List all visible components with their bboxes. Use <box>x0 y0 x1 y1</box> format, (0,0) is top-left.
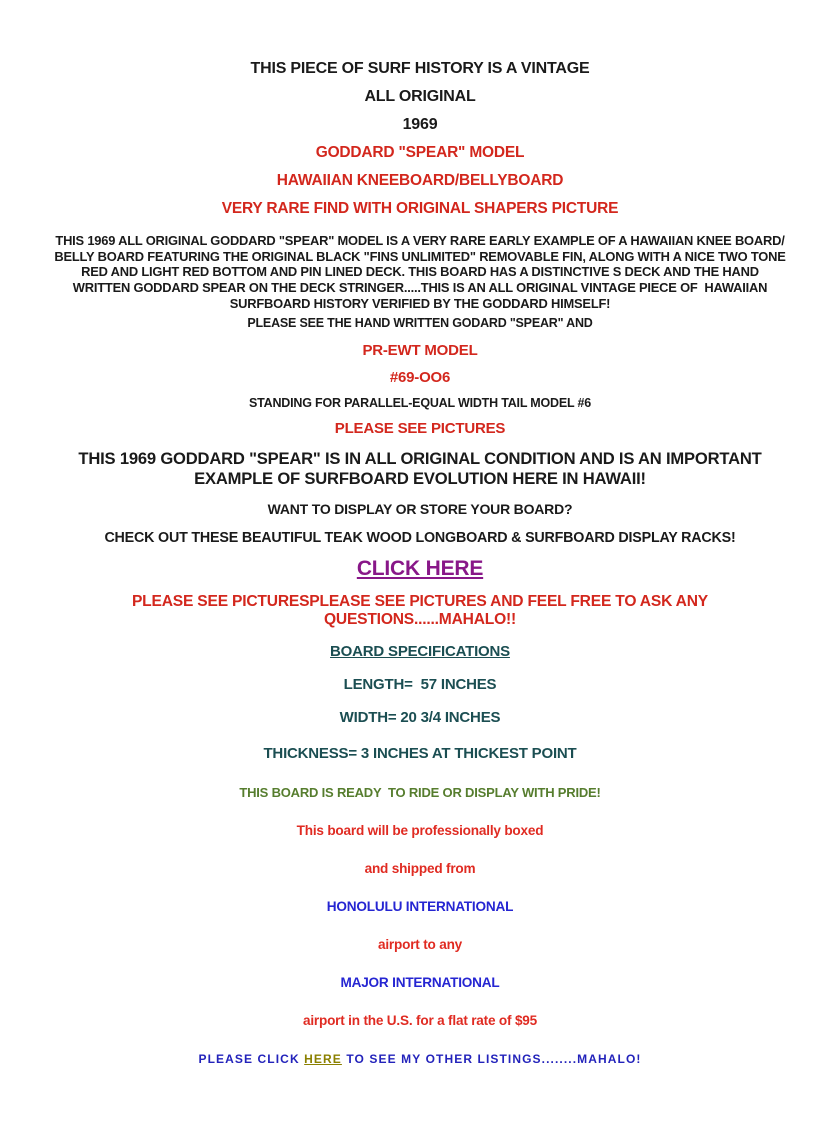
other-listings-suffix: TO SEE MY OTHER LISTINGS........MAHALO! <box>341 1052 642 1067</box>
shipping-from: and shipped from <box>364 861 476 877</box>
spec-width: WIDTH= 20 3/4 INCHES <box>339 709 501 727</box>
spec-thickness: THICKNESS= 3 INCHES AT THICKEST POINT <box>263 745 577 763</box>
headline-rare-find: VERY RARE FIND WITH ORIGINAL SHAPERS PICTURE <box>221 200 619 217</box>
see-pictures-note: PLEASE SEE PICTURES <box>334 419 506 437</box>
shipping-origin-airport: HONOLULU INTERNATIONAL <box>326 899 514 915</box>
model-number: #69-OO6 <box>389 368 451 386</box>
headline-model: GODDARD "SPEAR" MODEL <box>315 144 525 161</box>
headline-board-type: HAWAIIAN KNEEBOARD/BELLYBOARD <box>276 172 564 189</box>
click-here-link[interactable]: CLICK HERE <box>356 557 484 581</box>
specs-heading: BOARD SPECIFICATIONS <box>330 643 510 661</box>
shipping-flat-rate: airport in the U.S. for a flat rate of $95 <box>302 1013 538 1029</box>
spec-length: LENGTH= 57 INCHES <box>343 676 497 694</box>
prewt-model-heading: PR-EWT MODEL <box>362 341 478 359</box>
racks-promo: CHECK OUT THESE BEAUTIFUL TEAK WOOD LONGBOARD & SURFBOARD DISPLAY RACKS! <box>104 530 736 547</box>
description-paragraph: THIS 1969 ALL ORIGINAL GODDARD "SPEAR" MODEL IS A VERY RARE EARLY EXAMPLE OF A HAWAIIAN KNEE BOARD/ BELLY BOARD FEATURING THE ORIGINAL BLACK "FINS UNLIMITED" REMOVABLE FIN, ALONG WITH A NICE TWO TONE RED AND LIGHT RED BOTTOM AND PIN LINED DECK. THIS BOARD HAS A DISTINCTIVE S DECK AND THE HAND WRITTEN GODDARD SPEAR ON THE DECK STRINGER.....THIS IS AN ALL ORIGINAL VINTAGE PIECE OF HAWAIIAN SURFBOARD HISTORY VERIFIED BY THE GODDARD HIMSELF! <box>54 233 789 311</box>
click-here-paragraph <box>0 557 840 581</box>
other-listings-line <box>0 1052 840 1066</box>
questions-note: PLEASE SEE PICTURESPLEASE SEE PICTURES AND FEEL FREE TO ASK ANY QUESTIONS......MAHALO!! <box>131 593 713 628</box>
handwritten-note: PLEASE SEE THE HAND WRITTEN GODARD "SPEAR" AND <box>247 315 593 330</box>
other-listings-prefix: PLEASE CLICK <box>198 1052 305 1067</box>
shipping-boxed: This board will be professionally boxed <box>296 823 544 839</box>
other-listings-here-link[interactable]: HERE <box>304 1052 342 1067</box>
headline-vintage: THIS PIECE OF SURF HISTORY IS A VINTAGE <box>250 60 590 77</box>
ready-statement: THIS BOARD IS READY TO RIDE OR DISPLAY WITH PRIDE! <box>239 785 601 801</box>
model-number-meaning: STANDING FOR PARALLEL-EQUAL WIDTH TAIL MODEL #6 <box>249 395 591 410</box>
condition-statement: THIS 1969 GODDARD "SPEAR" IS IN ALL ORIGINAL CONDITION AND IS AN IMPORTANT EXAMPLE OF SURFBOARD EVOLUTION HERE IN HAWAII! <box>78 448 767 488</box>
shipping-major-international: MAJOR INTERNATIONAL <box>340 975 500 991</box>
headline-all-original: ALL ORIGINAL <box>364 88 476 105</box>
headline-year: 1969 <box>402 116 438 133</box>
display-question: WANT TO DISPLAY OR STORE YOUR BOARD? <box>267 501 573 518</box>
shipping-airport-to-any: airport to any <box>377 937 463 953</box>
